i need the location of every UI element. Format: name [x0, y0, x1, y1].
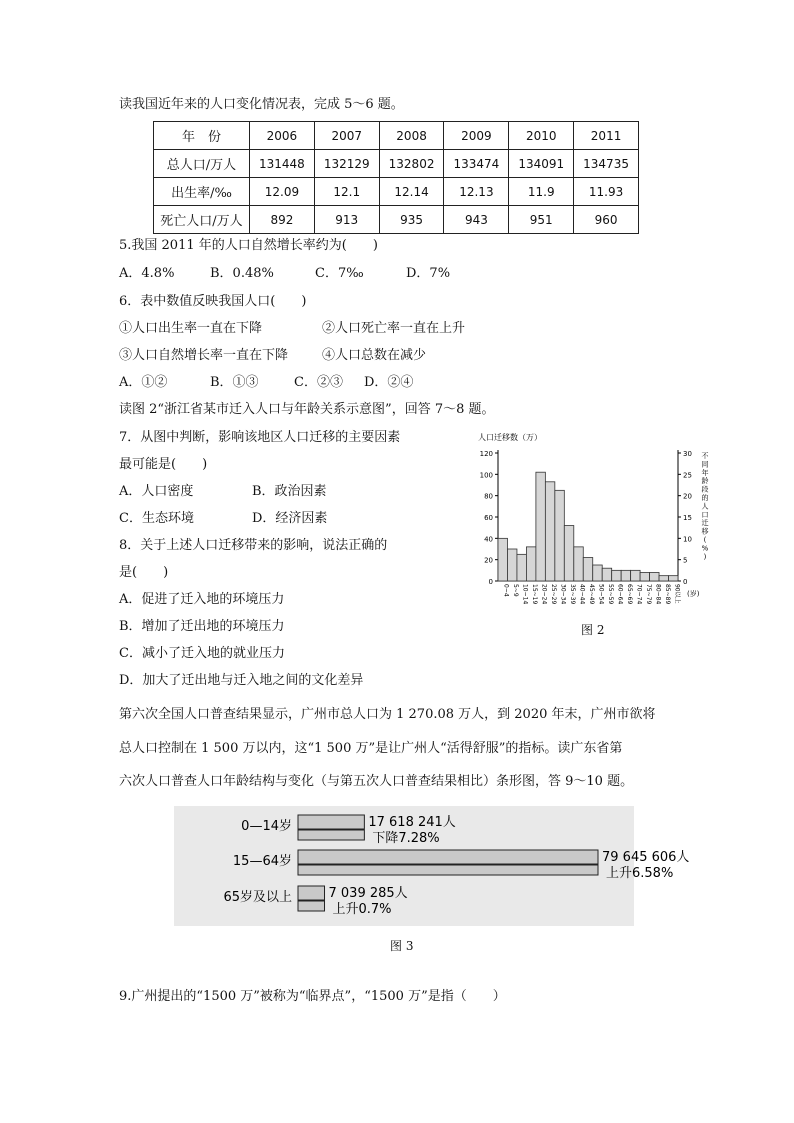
x-tick-label: 90以上: [673, 584, 681, 604]
table-cell: 951: [509, 206, 574, 234]
q6-item-2: ②人口死亡率一直在上升: [322, 321, 466, 336]
x-tick-label: 0~4: [502, 584, 510, 597]
bar: [298, 886, 325, 900]
bar: [669, 576, 678, 581]
paragraph-line-1: 第六次全国人口普查结果显示，广州市总人口为 1 270.08 万人，到 2020 年末，广州市欲将: [119, 707, 656, 722]
table-cell: 12.1: [314, 178, 379, 206]
paragraph-line-3: 六次人口普查人口年龄结构与变化（与第五次人口普查结果相比）条形图，答 9～10 题。: [119, 774, 634, 789]
bar: [574, 547, 583, 581]
population-table: [153, 121, 639, 234]
x-tick-label: 70~74: [635, 584, 643, 605]
year-cell: 2009: [444, 122, 509, 150]
y2-tick-label: 20: [683, 492, 692, 501]
table-cell: 131448: [250, 150, 315, 178]
bar-change: [298, 830, 364, 840]
age-structure-chart: [174, 806, 690, 926]
question-8-stem: 8．关于上述人口迁移带来的影响，说法正确的: [119, 538, 388, 553]
table-row: [154, 150, 639, 178]
value-label: 79 645 606人: [602, 850, 690, 865]
table-cell: 134735: [574, 150, 639, 178]
q6-item-1: ①人口出生率一直在下降: [119, 321, 263, 336]
question-6-stem: 6．表中数值反映我国人口( ): [119, 294, 307, 309]
figure-3-caption: 图 3: [390, 939, 414, 953]
row-label: 出生率/‰: [154, 178, 250, 206]
y-tick-label: 100: [479, 471, 493, 480]
bar: [612, 570, 621, 581]
table-cell: 12.13: [444, 178, 509, 206]
x-axis-unit: (岁): [687, 590, 700, 598]
change-label: 上升0.7%: [332, 902, 392, 917]
table-cell: 892: [250, 206, 315, 234]
bar-change: [298, 865, 598, 875]
question-8-stem-cont: 是( ): [119, 565, 169, 580]
table-cell: 132129: [314, 150, 379, 178]
y-tick-label: 60: [484, 514, 493, 522]
question-7-stem: 7．从图中判断，影响该地区人口迁移的主要因素: [119, 430, 401, 445]
bar: [298, 815, 364, 829]
bar: [640, 572, 649, 581]
q8-option-b[interactable]: B．增加了迁出地的环境压力: [119, 619, 285, 634]
y2-tick-label: 5: [683, 556, 688, 565]
table-cell: 11.93: [574, 178, 639, 206]
y2-tick-label: 10: [683, 535, 692, 544]
x-tick-label: 15~19: [531, 584, 539, 605]
x-tick-label: 75~79: [644, 584, 652, 605]
row-label: 死亡人口/万人: [154, 206, 250, 234]
table-cell: 935: [379, 206, 444, 234]
y2-tick-label: 30: [683, 450, 692, 458]
x-tick-label: 80~84: [654, 584, 662, 605]
y-tick-label: 0: [488, 578, 493, 586]
bar: [507, 549, 516, 581]
value-label: 17 618 241人: [368, 815, 456, 830]
y-axis-title: 人口迁移数（万）: [478, 433, 542, 442]
category-label: 0—14岁: [241, 819, 292, 834]
intro-text-q7-8: 读图 2“浙江省某市迁入人口与年龄关系示意图”，回答 7～8 题。: [119, 402, 495, 417]
year-cell: 2007: [314, 122, 379, 150]
table-cell: 12.14: [379, 178, 444, 206]
bar: [526, 547, 535, 581]
q6-option-a[interactable]: A．①②: [119, 375, 168, 390]
figure-2-caption: 图 2: [581, 623, 605, 637]
y-tick-label: 40: [484, 535, 493, 544]
table-row: [154, 122, 639, 150]
category-label: 65岁及以上: [223, 890, 292, 905]
x-tick-label: 5~9: [512, 584, 520, 597]
x-tick-label: 35~39: [569, 584, 577, 605]
bar: [593, 565, 602, 581]
y2-tick-label: 25: [683, 471, 692, 480]
q6-item-3: ③人口自然增长率一直在下降: [119, 348, 289, 363]
q7-option-b[interactable]: B．政治因素: [252, 484, 327, 499]
x-tick-label: 45~49: [588, 584, 595, 605]
q7-option-c[interactable]: C．生态环境: [119, 511, 194, 526]
category-label: 15—64岁: [232, 854, 292, 869]
table-cell: 132802: [379, 150, 444, 178]
y2-axis-title: 不同年龄段的人口迁移( % ): [701, 452, 709, 561]
year-cell: 2010: [509, 122, 574, 150]
x-tick-label: 60~64: [616, 584, 624, 605]
q7-option-d[interactable]: D．经济因素: [252, 511, 328, 526]
q8-option-a[interactable]: A．促进了迁入地的环境压力: [119, 592, 285, 607]
table-cell: 134091: [509, 150, 574, 178]
x-tick-label: 25~29: [550, 584, 558, 605]
x-tick-label: 55~59: [606, 584, 614, 605]
value-label: 7 039 285人: [328, 886, 408, 901]
bar: [498, 538, 507, 581]
table-header-label: 年 份: [154, 122, 250, 150]
x-tick-label: 40~44: [578, 584, 586, 605]
table-cell: 913: [314, 206, 379, 234]
migration-age-chart: [470, 428, 720, 608]
x-tick-label: 85~89: [663, 584, 671, 605]
bar: [545, 482, 554, 581]
question-5-stem: 5.我国 2011 年的人口自然增长率约为( ): [119, 238, 378, 253]
q6-option-d[interactable]: D．②④: [364, 375, 414, 390]
bar: [555, 490, 564, 581]
year-cell: 2011: [574, 122, 639, 150]
q8-option-c[interactable]: C．减小了迁入地的就业压力: [119, 646, 285, 661]
x-tick-label: 50~54: [597, 584, 605, 605]
x-tick-label: 20~24: [540, 584, 548, 605]
bar: [517, 554, 526, 581]
y-tick-label: 20: [484, 556, 493, 565]
q6-item-4: ④人口总数在减少: [322, 348, 427, 363]
paragraph-line-2: 总人口控制在 1 500 万以内，这“1 500 万”是让广州人“活得舒服”的指标。读广东省第: [119, 741, 623, 756]
q6-option-b[interactable]: B．①③: [210, 375, 259, 390]
bar: [650, 572, 659, 581]
table-cell: 12.09: [250, 178, 315, 206]
q5-option-d[interactable]: D．7%: [406, 266, 451, 281]
bar-change: [298, 901, 325, 911]
table-row: [154, 206, 639, 234]
change-label: 上升6.58%: [606, 866, 674, 881]
bar: [631, 570, 640, 581]
y-tick-label: 120: [479, 450, 493, 458]
year-cell: 2006: [250, 122, 315, 150]
x-tick-label: 30~34: [559, 584, 567, 605]
q8-option-d[interactable]: D．加大了迁出地与迁入地之间的文化差异: [119, 673, 364, 688]
bar: [583, 558, 592, 581]
table-cell: 11.9: [509, 178, 574, 206]
change-label: 下降7.28%: [372, 831, 440, 846]
bar: [602, 568, 611, 581]
table-cell: 943: [444, 206, 509, 234]
q5-option-c[interactable]: C．7‰: [315, 266, 364, 281]
q5-option-b[interactable]: B．0.48%: [210, 266, 274, 281]
q6-option-c[interactable]: C．②③: [294, 375, 343, 390]
q5-option-a[interactable]: A．4.8%: [119, 266, 175, 281]
table-row: [154, 178, 639, 206]
bar: [659, 576, 668, 581]
year-cell: 2008: [379, 122, 444, 150]
intro-text-q5-6: 读我国近年来的人口变化情况表，完成 5～6 题。: [119, 97, 404, 112]
question-7-stem-cont: 最可能是( ): [119, 457, 208, 472]
y-tick-label: 80: [484, 492, 493, 501]
bar: [298, 850, 598, 864]
x-tick-label: 10~14: [521, 584, 529, 605]
y2-tick-label: 15: [683, 514, 692, 522]
table-cell: 960: [574, 206, 639, 234]
bar: [564, 526, 573, 581]
question-9-stem: 9.广州提出的“1500 万”被称为“临界点”，“1500 万”是指（ ）: [119, 989, 506, 1004]
q7-option-a[interactable]: A．人口密度: [119, 484, 194, 499]
bar: [621, 570, 630, 581]
table-cell: 133474: [444, 150, 509, 178]
row-label: 总人口/万人: [154, 150, 250, 178]
x-tick-label: 65~69: [625, 584, 633, 605]
bar: [536, 472, 545, 581]
y2-tick-label: 0: [683, 578, 688, 586]
